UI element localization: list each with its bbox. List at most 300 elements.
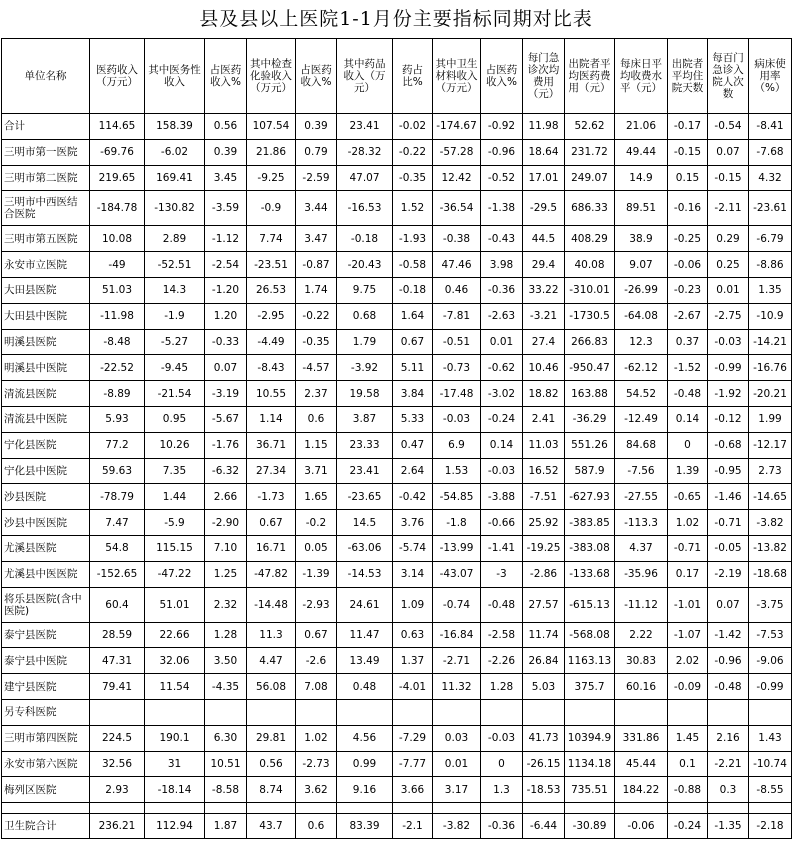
value-cell: 3.76 xyxy=(393,510,433,536)
column-header: 单位名称 xyxy=(2,39,90,114)
value-cell: -29.5 xyxy=(523,191,565,226)
value-cell: 551.26 xyxy=(565,432,615,458)
unit-name-cell: 梅列区医院 xyxy=(2,777,90,803)
value-cell: 0.6 xyxy=(296,406,337,432)
value-cell: 224.5 xyxy=(90,725,145,751)
value-cell: -0.51 xyxy=(433,329,481,355)
table-row xyxy=(2,561,792,587)
value-cell: 0.07 xyxy=(205,355,247,381)
value-cell: -14.48 xyxy=(247,587,296,622)
value-cell: 408.29 xyxy=(565,226,615,252)
table-row xyxy=(2,226,792,252)
column-header: 占医药收入% xyxy=(481,39,523,114)
value-cell: -5.74 xyxy=(393,535,433,561)
value-cell xyxy=(749,699,792,725)
value-cell: -0.58 xyxy=(393,252,433,278)
table-row xyxy=(2,648,792,674)
value-cell: -47.22 xyxy=(145,561,205,587)
value-cell: -0.48 xyxy=(668,381,708,407)
value-cell: -0.35 xyxy=(393,165,433,191)
value-cell: 0.56 xyxy=(247,751,296,777)
value-cell: 7.35 xyxy=(145,458,205,484)
value-cell: 47.31 xyxy=(90,648,145,674)
table-row xyxy=(2,587,792,622)
value-cell: 7.74 xyxy=(247,226,296,252)
value-cell: -2.18 xyxy=(749,814,792,839)
value-cell: 169.41 xyxy=(145,165,205,191)
value-cell: -11.98 xyxy=(90,303,145,329)
value-cell xyxy=(247,699,296,725)
value-cell: 77.2 xyxy=(90,432,145,458)
value-cell: -7.51 xyxy=(523,484,565,510)
value-cell: -26.15 xyxy=(523,751,565,777)
spacer-cell xyxy=(296,803,337,814)
value-cell: -9.25 xyxy=(247,165,296,191)
value-cell: -0.66 xyxy=(481,510,523,536)
value-cell: 40.08 xyxy=(565,252,615,278)
value-cell: 11.98 xyxy=(523,114,565,140)
value-cell: 0 xyxy=(481,751,523,777)
value-cell: -0.18 xyxy=(393,277,433,303)
value-cell: -1.12 xyxy=(205,226,247,252)
value-cell xyxy=(145,699,205,725)
value-cell: -3.75 xyxy=(749,587,792,622)
value-cell: 52.62 xyxy=(565,114,615,140)
value-cell: -17.48 xyxy=(433,381,481,407)
value-cell: -2.21 xyxy=(708,751,749,777)
column-header: 其中药品收入（万元） xyxy=(337,39,393,114)
value-cell: 1.14 xyxy=(247,406,296,432)
value-cell: 1.64 xyxy=(393,303,433,329)
value-cell: -7.81 xyxy=(433,303,481,329)
value-cell: -0.24 xyxy=(481,406,523,432)
value-cell: 12.42 xyxy=(433,165,481,191)
value-cell: -0.03 xyxy=(481,725,523,751)
unit-name-cell: 宁化县医院 xyxy=(2,432,90,458)
value-cell: -0.06 xyxy=(615,814,668,839)
value-cell: 1.74 xyxy=(296,277,337,303)
value-cell: -0.71 xyxy=(708,510,749,536)
value-cell: 13.49 xyxy=(337,648,393,674)
value-cell: -2.71 xyxy=(433,648,481,674)
unit-name-cell: 将乐县医院(含中医院) xyxy=(2,587,90,622)
value-cell: -1.20 xyxy=(205,277,247,303)
value-cell: -0.88 xyxy=(668,777,708,803)
unit-name-cell: 三明市中西医结合医院 xyxy=(2,191,90,226)
value-cell: 22.66 xyxy=(145,622,205,648)
value-cell: -10.9 xyxy=(749,303,792,329)
value-cell: 24.61 xyxy=(337,587,393,622)
unit-name-cell: 三明市第五医院 xyxy=(2,226,90,252)
value-cell: -13.99 xyxy=(433,535,481,561)
value-cell: 36.71 xyxy=(247,432,296,458)
value-cell: 2.37 xyxy=(296,381,337,407)
value-cell: 2.73 xyxy=(749,458,792,484)
value-cell: 3.87 xyxy=(337,406,393,432)
value-cell: -2.67 xyxy=(668,303,708,329)
value-cell: -8.55 xyxy=(749,777,792,803)
table-row xyxy=(2,725,792,751)
value-cell: 0.37 xyxy=(668,329,708,355)
value-cell xyxy=(615,699,668,725)
spacer-cell xyxy=(90,803,145,814)
column-header: 病床使用率（%） xyxy=(749,39,792,114)
value-cell: 1.44 xyxy=(145,484,205,510)
column-header: 占医药收入% xyxy=(296,39,337,114)
value-cell: 19.58 xyxy=(337,381,393,407)
value-cell: -1.07 xyxy=(668,622,708,648)
column-header: 药占比% xyxy=(393,39,433,114)
value-cell: -1.39 xyxy=(296,561,337,587)
value-cell: 4.32 xyxy=(749,165,792,191)
value-cell: 587.9 xyxy=(565,458,615,484)
value-cell: 27.34 xyxy=(247,458,296,484)
value-cell: -36.29 xyxy=(565,406,615,432)
value-cell: -5.9 xyxy=(145,510,205,536)
value-cell: 89.51 xyxy=(615,191,668,226)
value-cell: -36.54 xyxy=(433,191,481,226)
value-cell: 3.50 xyxy=(205,648,247,674)
table-row xyxy=(2,139,792,165)
value-cell: 1134.18 xyxy=(565,751,615,777)
value-cell: 1.25 xyxy=(205,561,247,587)
value-cell: -1.73 xyxy=(247,484,296,510)
value-cell: 17.01 xyxy=(523,165,565,191)
value-cell: 114.65 xyxy=(90,114,145,140)
value-cell: 1.28 xyxy=(481,674,523,700)
value-cell: -1.93 xyxy=(393,226,433,252)
table-row xyxy=(2,277,792,303)
value-cell: -0.68 xyxy=(708,432,749,458)
value-cell: 1.35 xyxy=(749,277,792,303)
value-cell xyxy=(90,699,145,725)
value-cell: 5.93 xyxy=(90,406,145,432)
value-cell: -568.08 xyxy=(565,622,615,648)
value-cell: -0.05 xyxy=(708,535,749,561)
value-cell: 0.17 xyxy=(668,561,708,587)
value-cell: -4.57 xyxy=(296,355,337,381)
value-cell: -20.43 xyxy=(337,252,393,278)
value-cell: 31 xyxy=(145,751,205,777)
value-cell: -1.01 xyxy=(668,587,708,622)
value-cell: -0.33 xyxy=(205,329,247,355)
value-cell: -0.9 xyxy=(247,191,296,226)
value-cell: -0.02 xyxy=(393,114,433,140)
column-header: 其中卫生材料收入（万元） xyxy=(433,39,481,114)
value-cell: 51.03 xyxy=(90,277,145,303)
unit-name-cell: 清流县中医院 xyxy=(2,406,90,432)
value-cell: 4.37 xyxy=(615,535,668,561)
value-cell: -3.21 xyxy=(523,303,565,329)
value-cell: -0.96 xyxy=(708,648,749,674)
value-cell: -21.54 xyxy=(145,381,205,407)
value-cell: -18.68 xyxy=(749,561,792,587)
value-cell: 10.51 xyxy=(205,751,247,777)
value-cell: 0.67 xyxy=(247,510,296,536)
value-cell: 266.83 xyxy=(565,329,615,355)
value-cell: -1.76 xyxy=(205,432,247,458)
value-cell: 47.46 xyxy=(433,252,481,278)
value-cell: 45.44 xyxy=(615,751,668,777)
value-cell: 0.1 xyxy=(668,751,708,777)
value-cell: -52.51 xyxy=(145,252,205,278)
value-cell: 0.48 xyxy=(337,674,393,700)
table-row xyxy=(2,381,792,407)
value-cell: 84.68 xyxy=(615,432,668,458)
value-cell: 236.21 xyxy=(90,814,145,839)
value-cell: -5.67 xyxy=(205,406,247,432)
unit-name-cell: 永安市立医院 xyxy=(2,252,90,278)
table-row xyxy=(2,114,792,140)
value-cell: -69.76 xyxy=(90,139,145,165)
value-cell: 23.41 xyxy=(337,114,393,140)
value-cell: 1.52 xyxy=(393,191,433,226)
value-cell: -13.82 xyxy=(749,535,792,561)
unit-name-cell: 泰宁县中医院 xyxy=(2,648,90,674)
table-row xyxy=(2,535,792,561)
spacer-cell xyxy=(2,803,90,814)
value-cell: -7.53 xyxy=(749,622,792,648)
value-cell: 3.66 xyxy=(393,777,433,803)
value-cell: -16.76 xyxy=(749,355,792,381)
value-cell: 25.92 xyxy=(523,510,565,536)
value-cell: -6.32 xyxy=(205,458,247,484)
value-cell: 112.94 xyxy=(145,814,205,839)
value-cell: -62.12 xyxy=(615,355,668,381)
value-cell: 32.56 xyxy=(90,751,145,777)
value-cell: 56.08 xyxy=(247,674,296,700)
value-cell: 5.03 xyxy=(523,674,565,700)
value-cell: 0.07 xyxy=(708,587,749,622)
value-cell: 18.64 xyxy=(523,139,565,165)
value-cell: 1.87 xyxy=(205,814,247,839)
value-cell: -9.45 xyxy=(145,355,205,381)
spacer-cell xyxy=(668,803,708,814)
column-header: 每床日平均收费水平（元） xyxy=(615,39,668,114)
spacer-cell xyxy=(393,803,433,814)
value-cell: 331.86 xyxy=(615,725,668,751)
value-cell: 60.4 xyxy=(90,587,145,622)
value-cell: 0.25 xyxy=(708,252,749,278)
value-cell: -0.74 xyxy=(433,587,481,622)
value-cell: 27.4 xyxy=(523,329,565,355)
unit-name-cell: 三明市第二医院 xyxy=(2,165,90,191)
value-cell: -18.53 xyxy=(523,777,565,803)
value-cell: 686.33 xyxy=(565,191,615,226)
value-cell: -43.07 xyxy=(433,561,481,587)
value-cell: -7.29 xyxy=(393,725,433,751)
value-cell: 11.32 xyxy=(433,674,481,700)
value-cell: 49.44 xyxy=(615,139,668,165)
value-cell: -7.77 xyxy=(393,751,433,777)
value-cell: 11.74 xyxy=(523,622,565,648)
value-cell: 14.5 xyxy=(337,510,393,536)
value-cell: -23.65 xyxy=(337,484,393,510)
value-cell: 6.9 xyxy=(433,432,481,458)
value-cell: 735.51 xyxy=(565,777,615,803)
value-cell: 11.54 xyxy=(145,674,205,700)
value-cell xyxy=(481,699,523,725)
value-cell: 0.56 xyxy=(205,114,247,140)
value-cell: 2.93 xyxy=(90,777,145,803)
value-cell: 0.67 xyxy=(296,622,337,648)
value-cell: -0.36 xyxy=(481,277,523,303)
table-row xyxy=(2,329,792,355)
value-cell: -1.38 xyxy=(481,191,523,226)
value-cell: 9.75 xyxy=(337,277,393,303)
value-cell: -4.49 xyxy=(247,329,296,355)
value-cell: 0.79 xyxy=(296,139,337,165)
value-cell: 7.10 xyxy=(205,535,247,561)
value-cell: -2.73 xyxy=(296,751,337,777)
value-cell: 0.46 xyxy=(433,277,481,303)
column-header: 其中医务性收入 xyxy=(145,39,205,114)
value-cell xyxy=(433,699,481,725)
value-cell: -0.92 xyxy=(481,114,523,140)
value-cell: 1.99 xyxy=(749,406,792,432)
value-cell: 1.39 xyxy=(668,458,708,484)
value-cell: -0.42 xyxy=(393,484,433,510)
value-cell: 1.45 xyxy=(668,725,708,751)
value-cell: -4.35 xyxy=(205,674,247,700)
value-cell: 107.54 xyxy=(247,114,296,140)
unit-name-cell: 清流县医院 xyxy=(2,381,90,407)
value-cell: -133.68 xyxy=(565,561,615,587)
value-cell: 1.02 xyxy=(668,510,708,536)
value-cell: -23.61 xyxy=(749,191,792,226)
value-cell: -0.18 xyxy=(337,226,393,252)
report-title: 县及县以上医院1-1月份主要指标同期对比表 xyxy=(199,8,593,30)
value-cell: 219.65 xyxy=(90,165,145,191)
value-cell: -1.35 xyxy=(708,814,749,839)
value-cell: -2.26 xyxy=(481,648,523,674)
value-cell: -2.93 xyxy=(296,587,337,622)
value-cell: -2.54 xyxy=(205,252,247,278)
value-cell: 0.07 xyxy=(708,139,749,165)
value-cell: -383.08 xyxy=(565,535,615,561)
unit-name-cell: 沙县医院 xyxy=(2,484,90,510)
value-cell: -0.22 xyxy=(393,139,433,165)
unit-name-cell: 尤溪县医院 xyxy=(2,535,90,561)
value-cell: 1.3 xyxy=(481,777,523,803)
value-cell: 16.52 xyxy=(523,458,565,484)
value-cell: -0.38 xyxy=(433,226,481,252)
value-cell: -1.9 xyxy=(145,303,205,329)
value-cell: 3.44 xyxy=(296,191,337,226)
value-cell: -0.03 xyxy=(481,458,523,484)
value-cell xyxy=(565,699,615,725)
value-cell: -19.25 xyxy=(523,535,565,561)
table-row xyxy=(2,510,792,536)
value-cell: -2.95 xyxy=(247,303,296,329)
value-cell: 1.02 xyxy=(296,725,337,751)
value-cell: 0.05 xyxy=(296,535,337,561)
value-cell: 0.3 xyxy=(708,777,749,803)
value-cell: 21.86 xyxy=(247,139,296,165)
spacer-cell xyxy=(337,803,393,814)
value-cell: 184.22 xyxy=(615,777,668,803)
value-cell: -4.01 xyxy=(393,674,433,700)
value-cell: 3.71 xyxy=(296,458,337,484)
table-body xyxy=(2,114,792,839)
value-cell: 4.56 xyxy=(337,725,393,751)
table-row xyxy=(2,432,792,458)
value-cell: 14.3 xyxy=(145,277,205,303)
value-cell: 3.98 xyxy=(481,252,523,278)
value-cell: -54.85 xyxy=(433,484,481,510)
value-cell: 1.65 xyxy=(296,484,337,510)
value-cell: 3.14 xyxy=(393,561,433,587)
unit-name-cell: 明溪县中医院 xyxy=(2,355,90,381)
value-cell: 79.41 xyxy=(90,674,145,700)
value-cell: -1.46 xyxy=(708,484,749,510)
value-cell: -0.16 xyxy=(668,191,708,226)
value-cell: -0.06 xyxy=(668,252,708,278)
table-row xyxy=(2,252,792,278)
value-cell: -0.35 xyxy=(296,329,337,355)
spacer-cell xyxy=(247,803,296,814)
value-cell: 2.66 xyxy=(205,484,247,510)
value-cell: -2.11 xyxy=(708,191,749,226)
value-cell: -113.3 xyxy=(615,510,668,536)
value-cell: -16.53 xyxy=(337,191,393,226)
value-cell: 10.26 xyxy=(145,432,205,458)
value-cell: 27.57 xyxy=(523,587,565,622)
value-cell: 1.37 xyxy=(393,648,433,674)
table-row xyxy=(2,484,792,510)
value-cell xyxy=(523,699,565,725)
value-cell: 51.01 xyxy=(145,587,205,622)
value-cell: 47.07 xyxy=(337,165,393,191)
value-cell: 2.02 xyxy=(668,648,708,674)
value-cell: 10.46 xyxy=(523,355,565,381)
column-header: 医药收入（万元） xyxy=(90,39,145,114)
value-cell: -2.63 xyxy=(481,303,523,329)
value-cell: -5.27 xyxy=(145,329,205,355)
value-cell: -950.47 xyxy=(565,355,615,381)
value-cell: 1.79 xyxy=(337,329,393,355)
value-cell: 3.17 xyxy=(433,777,481,803)
value-cell: -8.89 xyxy=(90,381,145,407)
value-cell: -0.48 xyxy=(708,674,749,700)
spacer-cell xyxy=(481,803,523,814)
value-cell: -3.92 xyxy=(337,355,393,381)
value-cell: -130.82 xyxy=(145,191,205,226)
value-cell: -3.02 xyxy=(481,381,523,407)
value-cell: 28.59 xyxy=(90,622,145,648)
value-cell: -1730.5 xyxy=(565,303,615,329)
value-cell: 1.53 xyxy=(433,458,481,484)
value-cell: -23.51 xyxy=(247,252,296,278)
value-cell: 32.06 xyxy=(145,648,205,674)
value-cell: -0.52 xyxy=(481,165,523,191)
value-cell: -174.67 xyxy=(433,114,481,140)
value-cell: 2.41 xyxy=(523,406,565,432)
spacer-cell xyxy=(708,803,749,814)
value-cell: -0.03 xyxy=(708,329,749,355)
value-cell: -49 xyxy=(90,252,145,278)
spacer-cell xyxy=(749,803,792,814)
value-cell: -12.17 xyxy=(749,432,792,458)
value-cell: -3.82 xyxy=(749,510,792,536)
value-cell: -0.12 xyxy=(708,406,749,432)
value-cell: -14.53 xyxy=(337,561,393,587)
value-cell xyxy=(337,699,393,725)
value-cell xyxy=(205,699,247,725)
value-cell: 0 xyxy=(668,432,708,458)
value-cell: 23.33 xyxy=(337,432,393,458)
value-cell: 163.88 xyxy=(565,381,615,407)
